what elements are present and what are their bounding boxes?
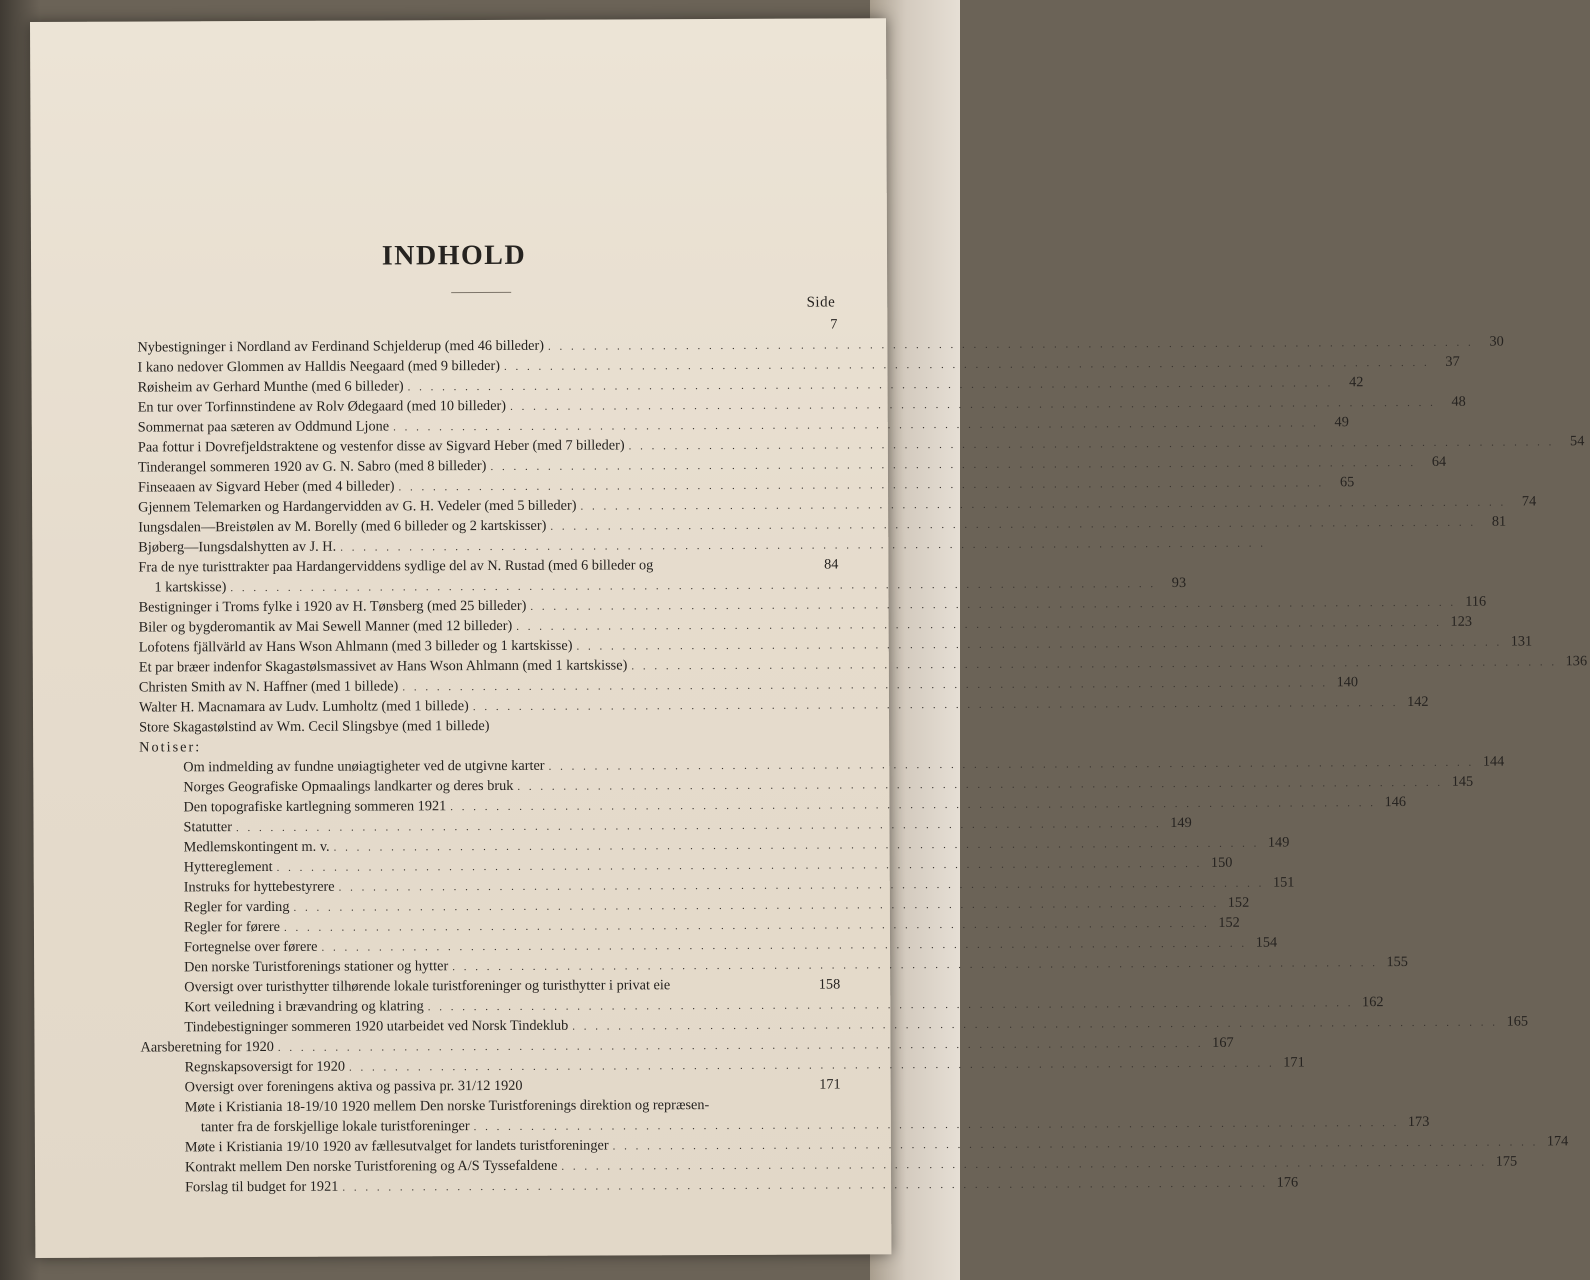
- toc-subentry: Forslag til budget for 1921 . . . 176: [141, 1174, 841, 1197]
- document-page: [30, 18, 1588, 1258]
- toc-entry: 7: [830, 316, 838, 333]
- toc-subentry: Møte i Kristiania 18-19/10 1920 mellem Den norske Turistforenings direktion og repræsen-: [184, 1097, 710, 1116]
- toc-subentry: Medlemskontingent m. v. . . . 149: [140, 834, 840, 857]
- toc-entry: Bestigninger i Troms fylke i 1920 av H. Tønsberg (med 25 billeder) . . . 116: [139, 594, 839, 617]
- toc-subentry: Instruks for hyttebestyrere . . . 151: [140, 874, 840, 897]
- toc-entry: Iungsdalen—Breistølen av M. Borelly (med 6 billeder og 2 kartskisser) . . . 81: [138, 514, 838, 537]
- toc-subentry: Tindebestigninger sommeren 1920 utarbeidet ved Norsk Tindeklub . . . 165: [140, 1014, 840, 1037]
- toc-subentry: Hyttereglement . . . 150: [140, 854, 840, 877]
- toc-subentry: Den norske Turistforenings stationer og hytter . . . 155: [140, 954, 840, 977]
- toc-subentry: Oversigt over turisthytter tilhørende lokale turistforeninger og turisthytter i privat eie 158: [184, 976, 841, 996]
- toc-subentry: Oversigt over foreningens aktiva og passiva pr. 31/12 1920 171: [184, 1076, 841, 1096]
- toc-subentry: Regnskapsoversigt for 1920 . . . 171: [141, 1054, 841, 1077]
- toc-entry: Store Skagastølstind av Wm. Cecil Slingsbye (med 1 billede): [139, 718, 490, 736]
- toc-entry: I kano nedover Glommen av Halldis Neegaard (med 9 billeder) . . . 37: [137, 354, 837, 377]
- toc-subentry-continuation: tanter fra de forskjellige lokale turistforeninger . . . 173: [141, 1114, 841, 1137]
- toc-entry: Finseaaen av Sigvard Heber (med 4 billeder) . . . 65: [138, 474, 838, 497]
- toc-subentry: Møte i Kristiania 19/10 1920 av fællesutvalget for landets turistforeninger . . . 174: [141, 1134, 841, 1157]
- toc-entry: En tur over Torfinnstindene av Rolv Ødegaard (med 10 billeder) . . . 48: [138, 394, 838, 417]
- toc-entry: Tinderangel sommeren 1920 av G. N. Sabro (med 8 billeder) . . . 64: [138, 454, 838, 477]
- toc-subentry: Fortegnelse over førere . . . 154: [140, 934, 840, 957]
- toc-subentry: Regler for varding . . . 152: [140, 894, 840, 917]
- section-heading-notiser: Notiser:: [139, 739, 202, 756]
- table-of-contents: [137, 314, 1588, 1197]
- toc-entry: Nybestigninger i Nordland av Ferdinand Schjelderup (med 46 billeder) . . . 30: [137, 334, 837, 357]
- page-title: INDHOLD: [381, 239, 527, 272]
- toc-subentry: Regler for førere . . . 152: [140, 914, 840, 937]
- toc-entry: Gjennem Telemarken og Hardangervidden av G. H. Vedeler (med 5 billeder) . . . 74: [138, 494, 838, 517]
- toc-subentry: Statutter . . . 149: [139, 814, 839, 837]
- toc-subentry: Den topografiske kartlegning sommeren 1921 . . . 146: [139, 794, 839, 817]
- toc-entry: Sommernat paa sæteren av Oddmund Ljone . . . 49: [138, 414, 838, 437]
- toc-entry: Røisheim av Gerhard Munthe (med 6 billeder) . . . 42: [138, 374, 838, 397]
- toc-subentry: Om indmelding av fundne unøiagtigheter ved de utgivne karter . . . 144: [139, 754, 839, 777]
- toc-entry: Lofotens fjällvärld av Hans Wson Ahlmann (med 3 billeder og 1 kartskisse) . . . 131: [139, 634, 839, 657]
- toc-entry: Fra de nye turisttrakter paa Hardangerviddens sydlige del av N. Rustad (med 6 billeder og 84: [138, 556, 839, 576]
- toc-entry: Biler og bygderomantik av Mai Sewell Manner (med 12 billeder) . . . 123: [139, 614, 839, 637]
- toc-entry: Et par bræer indenfor Skagastølsmassivet av Hans Wson Ahlmann (med 1 kartskisse) . . . 136: [139, 654, 839, 677]
- toc-entry-aarsberetning: Aarsberetning for 1920 . . . 167: [140, 1034, 840, 1057]
- toc-entry: Bjøberg—Iungsdalshytten av J. H. . . .: [138, 534, 838, 557]
- toc-entry: Paa fottur i Dovrefjeldstraktene og vestenfor disse av Sigvard Heber (med 7 billeder) . . . 54: [138, 434, 838, 457]
- toc-entry: Christen Smith av N. Haffner (med 1 billede) . . . 140: [139, 674, 839, 697]
- title-divider: [451, 292, 511, 293]
- toc-subentry: Kort veiledning i brævandring og klatring . . . 162: [140, 994, 840, 1017]
- toc-subentry: Kontrakt mellem Den norske Turistforening og A/S Tyssefaldene . . . 175: [141, 1154, 841, 1177]
- page-column-label: Side: [806, 294, 836, 311]
- toc-subentry: Norges Geografiske Opmaalings landkarter og deres bruk . . . 145: [139, 774, 839, 797]
- toc-entry-continuation: 1 kartskisse) . . . 93: [138, 574, 838, 597]
- toc-entry: Walter H. Macnamara av Ludv. Lumholtz (med 1 billede) . . . 142: [139, 694, 839, 717]
